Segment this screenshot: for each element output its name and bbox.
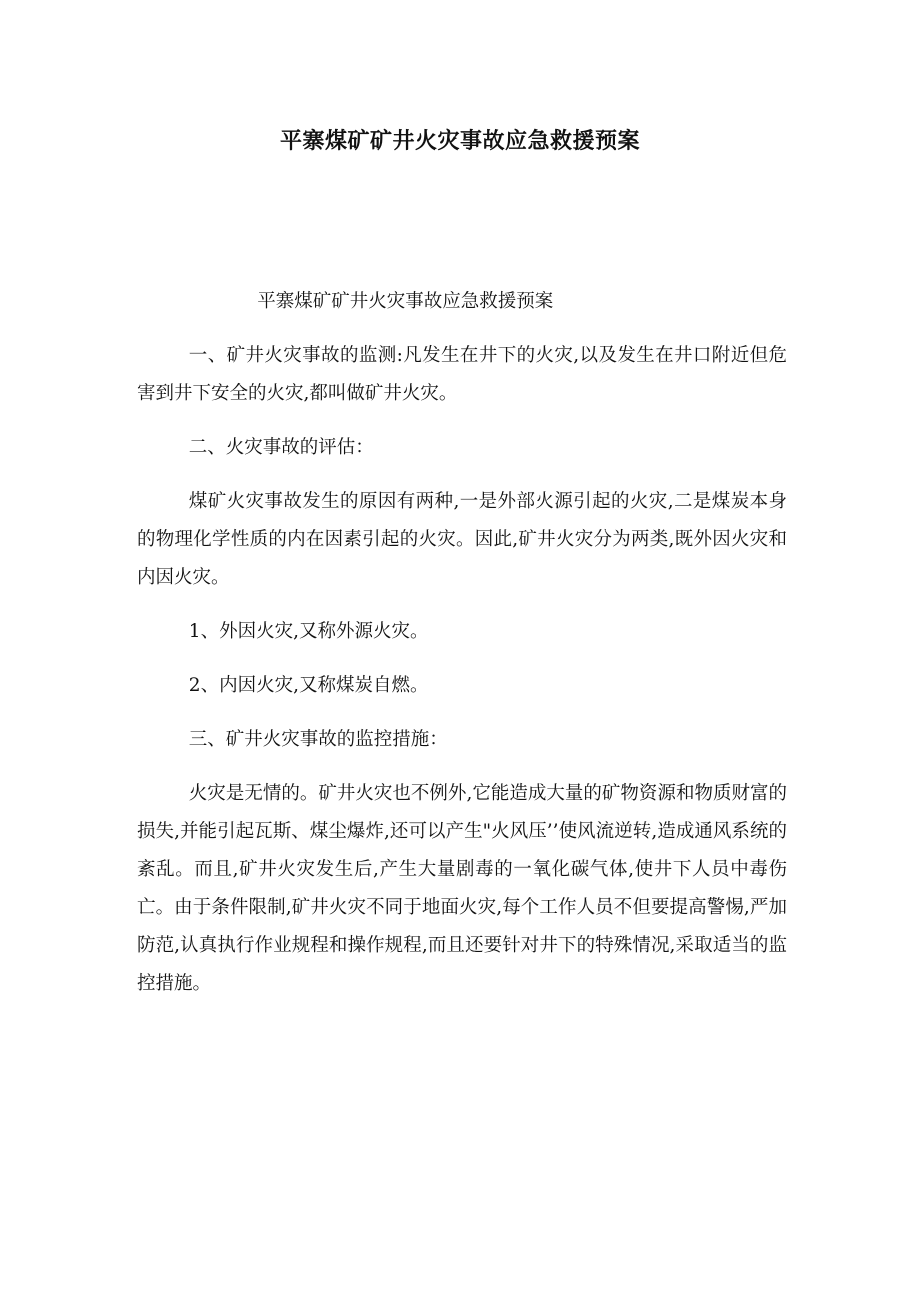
document-title: 平寨煤矿矿井火灾事故应急救援预案 [279,129,640,154]
document-body [137,283,787,1019]
list-item-external-fire: 1、外因火灾,又称外源火灾。 [188,621,429,642]
paragraph-control-measures: 火灾是无情的。矿井火灾也不例外,它能造成大量的矿物资源和物质财富的损失,并能引起瓦斯、煤尘爆炸,还可以产生"火风压’’使风流逆转,造成通风系统的紊乱。而且,矿井火灾发生后,产生大量剧毒的一氧化碳气体,使井下人员中毒伤亡。由于条件限制,矿井火灾不同于地面火灾,每个工作人员不但要提高警惕,严加防范,认真执行作业规程和操作规程,而且还要针对井下的特殊情况,采取适当的监控措施。 [137,783,787,994]
heading-assessment: 二、火灾事故的评估： [188,437,374,458]
list-item-internal-fire: 2、内因火灾,又称煤炭自燃。 [188,675,429,696]
heading-control-measures: 三、矿井火灾事故的监控措施： [188,729,448,750]
paragraph-monitoring: 一、矿井火灾事故的监测:凡发生在井下的火灾,以及发生在井口附近但危害到井下安全的火灾,都叫做矿井火灾。 [137,345,787,404]
paragraph-causes: 煤矿火灾事故发生的原因有两种,一是外部火源引起的火灾,二是煤炭本身的物理化学性质的内在因素引起的火灾。因此,矿井火灾分为两类,既外因火灾和内因火灾。 [137,491,787,588]
body-subtitle: 平寨煤矿矿井火灾事故应急救援预案 [257,291,554,312]
